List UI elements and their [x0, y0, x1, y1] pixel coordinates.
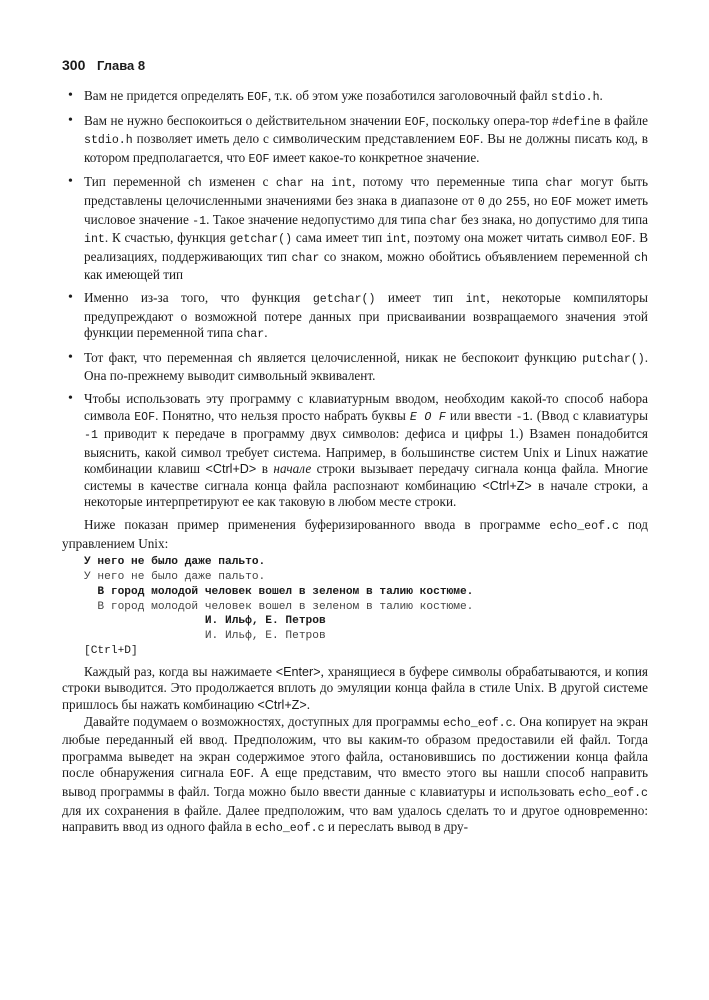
text-span: . Такое значение недопустимо для типа: [206, 211, 430, 227]
key-combo: <Ctrl+D>: [205, 462, 257, 477]
code-span: getchar(): [312, 292, 376, 306]
text-span: , но: [526, 192, 552, 208]
text-span: . Она копирует на экран любые переданный ей ввод. Предположим, что вы каким-то образом предоставили ей файл. Тогда программа выведет на экран содержимое этого файла, остановившись по достижении конца файла после обнаружения сигнала: [62, 713, 648, 781]
text-span: может иметь числовое значение: [84, 192, 648, 227]
text-span: .: [264, 325, 268, 341]
code-span: putchar(): [582, 352, 645, 366]
code-span: E O F: [409, 410, 446, 424]
code-span: int: [385, 233, 407, 247]
code-span: -1: [84, 429, 98, 443]
code-span: EOF: [611, 233, 633, 247]
code-span: ch: [634, 251, 648, 265]
body-paragraph: [62, 714, 648, 838]
code-span: echo_eof.c: [578, 786, 648, 800]
text-span: позволяет иметь дело с символическим представлением: [132, 131, 460, 147]
text-span: Давайте подумаем о возможностях, доступных для программы: [84, 713, 443, 729]
key-combo: <Ctrl+Z>: [482, 478, 532, 493]
text-span: Именно из-за того, что функция: [84, 289, 313, 305]
emphasis-text: начале: [273, 461, 312, 477]
key-combo: <Ctrl+Z>: [257, 698, 307, 713]
text-span: .: [599, 88, 603, 103]
running-head: [62, 57, 145, 73]
text-span: на: [303, 174, 332, 190]
text-span: имеет какое-то конкретное значение.: [269, 149, 480, 165]
bullet-item: [62, 174, 648, 284]
text-span: для их сохранения в файле. Далее предположим, что вам удалось сделать то и другое одновременно: направить ввод из одного файла в: [62, 802, 648, 835]
code-span: -1: [192, 214, 207, 228]
code-span: -1: [515, 410, 530, 424]
text-span: до: [484, 192, 506, 208]
code-span: echo_eof.c: [549, 520, 619, 534]
text-span: Тип переменной: [84, 174, 188, 190]
code-span: 255: [505, 195, 527, 209]
bullet-item: [62, 88, 648, 107]
code-span: EOF: [248, 152, 270, 166]
page-number: 300: [62, 57, 86, 73]
text-span: в: [256, 461, 274, 477]
text-span: , некоторые компиляторы предупреждают о возможной потере данных при присваивании возвращаемого значения этой функции переменной типа: [84, 289, 649, 341]
bullet-list: [62, 88, 648, 511]
text-span: является целочисленной, никак не беспокоит функцию: [251, 349, 583, 365]
page-body: [62, 88, 648, 838]
code-span: #define: [552, 115, 601, 129]
text-span: . Она по-прежнему выводит символьный эквивалент.: [84, 349, 648, 384]
code-span: EOF: [247, 91, 268, 104]
text-span: , т.к. об этом уже позаботился заголовочный файл: [268, 88, 551, 103]
bullet-item: [62, 290, 648, 344]
code-span: int: [84, 233, 105, 247]
code-span: stdio.h: [550, 91, 600, 104]
code-span: char: [275, 177, 304, 191]
bullet-item: [62, 113, 648, 169]
text-span: или ввести: [445, 407, 516, 423]
code-span: char: [236, 328, 265, 342]
code-span: int: [331, 177, 353, 191]
intro-paragraph: [62, 517, 648, 552]
code-span: 0: [477, 195, 485, 209]
text-span: в файле: [600, 112, 648, 128]
key-combo: <Enter>: [275, 664, 321, 679]
code-input-line: В город молодой человек вошел в зеленом в талию костюме.: [84, 585, 474, 598]
text-span: Вам не нужно беспокоиться о действительном значении: [84, 112, 405, 128]
code-span: int: [465, 292, 487, 306]
text-span: . К счастью, функция: [104, 230, 230, 246]
body-paragraph: [62, 664, 648, 714]
text-span: . В реализациях, поддерживающих тип: [84, 230, 648, 264]
text-span: приводит к передаче в программу двух символов: дефиса и цифры 1.) Взамен понадобится выяснить, какой символ требует система. Например, в большинстве систем Unix и Linux нажатие комбинации клавиш: [84, 426, 648, 477]
text-span: сама имеет тип: [292, 230, 386, 246]
text-span: Ниже показан пример применения буферизированного ввода в программе: [84, 517, 550, 533]
text-span: строки вызывает передачу сигнала конца файла. Многие системы в качестве сигнала конца файла распознают комбинацию: [84, 461, 648, 493]
code-span: char: [291, 251, 320, 265]
text-span: , поскольку опера-тор: [425, 112, 553, 128]
text-span: как имеющей тип: [84, 267, 184, 283]
text-span: Вам не придется определять: [84, 88, 248, 103]
text-span: под управлением Unix:: [62, 517, 648, 551]
bullet-item: [62, 350, 648, 385]
code-span: EOF: [404, 115, 426, 129]
text-span: . Понятно, что нельзя просто набрать буквы: [155, 407, 410, 423]
chapter-title: Глава 8: [96, 58, 146, 73]
code-span: EOF: [229, 768, 251, 782]
code-span: echo_eof.c: [255, 822, 325, 836]
code-span: getchar(): [229, 233, 293, 247]
code-span: char: [545, 177, 574, 191]
code-output-line: И. Ильф, Е. Петров: [84, 630, 326, 643]
text-span: , потому что переменные типа: [352, 174, 546, 190]
code-span: EOF: [459, 134, 481, 148]
text-span: без знака, но допустимо для типа: [457, 211, 648, 227]
text-span: Тот факт, что переменная: [84, 349, 238, 365]
text-span: . (Ввод с клавиатуры: [529, 407, 648, 423]
code-input-line: У него не было даже пальто.: [84, 556, 266, 569]
text-span: в начале строки, а некоторые интерпретируют ее как таковую в любом месте строки.: [84, 477, 648, 510]
text-span: и переслать вывод в дру-: [324, 819, 469, 835]
code-listing: [84, 555, 648, 659]
text-span: , хранящиеся в буфере символы обрабатываются, и копия строки выводится. Это продолжается вплоть до эмуляции конца файла в стиле Unix. В другой системе пришлось бы нажать комбинацию: [62, 663, 648, 713]
code-span: stdio.h: [84, 134, 133, 148]
text-span: Каждый раз, когда вы нажимаете: [84, 663, 276, 679]
code-span: EOF: [551, 195, 573, 209]
text-span: имеет тип: [375, 289, 466, 305]
text-span: , поэтому она может читать символ: [406, 230, 612, 246]
code-output-line: В город молодой человек вошел в зеленом в талию костюме.: [84, 600, 474, 613]
code-span: echo_eof.c: [442, 716, 513, 730]
code-span: ch: [237, 352, 252, 366]
code-input-line: И. Ильф, Е. Петров: [84, 615, 326, 628]
text-span: изменен с: [201, 174, 276, 190]
code-span: char: [429, 214, 458, 228]
code-output-line: У него не было даже пальто.: [84, 571, 266, 584]
code-span: EOF: [134, 410, 156, 424]
text-span: Чтобы использовать эту программу с клавиатурным вводом, необходим какой-то способ набора символа: [84, 390, 648, 423]
text-span: со знаком, можно обойтись объявлением переменной: [319, 248, 635, 264]
text-span: . Вы не должны писать код, в котором предполагается, что: [84, 131, 648, 165]
code-span: ch: [187, 177, 202, 191]
text-span: могут быть представлены целочисленными значениями без знака в диапазоне от: [84, 174, 648, 208]
code-output-line: [Ctrl+D]: [84, 645, 138, 658]
text-span: .: [306, 697, 311, 713]
bullet-item: [62, 391, 648, 511]
text-span: . А еще представим, что вместо этого вы нашли способ направить вывод программы в файл. Тогда можно было ввести данные с клавиатуры и использовать: [62, 765, 648, 799]
